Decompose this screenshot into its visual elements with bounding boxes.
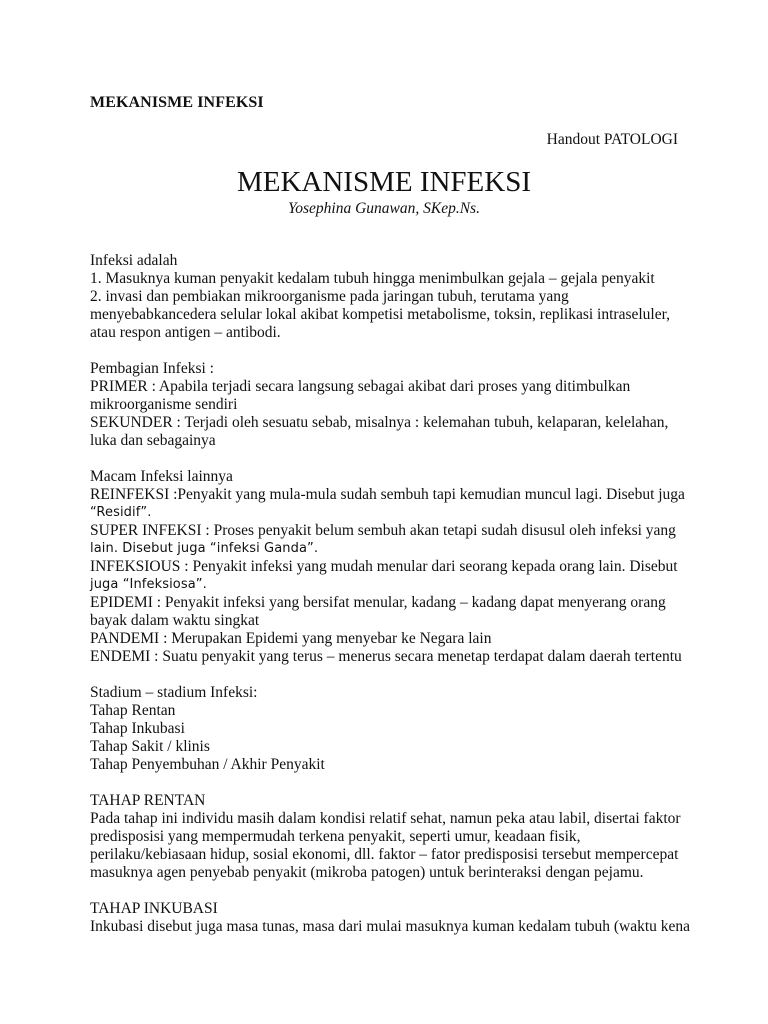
paragraph-line: 2. invasi dan pembiakan mikroorganisme pada jaringan tubuh, terutama yang bbox=[90, 288, 569, 305]
author-name: Yosephina Gunawan, SKep.Ns. bbox=[288, 200, 480, 217]
document-body bbox=[90, 252, 690, 954]
page-title: MEKANISME INFEKSI bbox=[236, 166, 532, 198]
paragraph-line: lain. Disebut juga “infeksi Ganda”. bbox=[90, 541, 319, 556]
paragraph-line: “Residif”. bbox=[90, 505, 152, 520]
section-heading: TAHAP INKUBASI bbox=[90, 900, 218, 917]
paragraph-line: menyebabkancedera selular lokal akibat kompetisi metabolisme, toksin, replikasi intraseluler, bbox=[90, 306, 671, 323]
paragraph-line: luka dan sebagainya bbox=[90, 432, 216, 449]
paragraph-line: REINFEKSI :Penyakit yang mula-mula sudah sembuh tapi kemudian muncul lagi. Disebut juga bbox=[90, 486, 685, 503]
paragraph-line: PANDEMI : Merupakan Epidemi yang menyebar ke Negara lain bbox=[90, 630, 492, 647]
inkubasi-section bbox=[90, 900, 690, 936]
paragraph-line: atau respon antigen – antibodi. bbox=[90, 324, 281, 341]
paragraph-line: SUPER INFEKSI : Proses penyakit belum sembuh akan tetapi sudah disusul oleh infeksi yang bbox=[90, 522, 676, 539]
section-heading: Pembagian Infeksi : bbox=[90, 360, 214, 377]
paragraph-line: SEKUNDER : Terjadi oleh sesuatu sebab, misalnya : kelemahan tubuh, kelaparan, kelelahan, bbox=[90, 414, 669, 431]
paragraph-line: bayak dalam waktu singkat bbox=[90, 612, 260, 629]
paragraph-line: ENDEMI : Suatu penyakit yang terus – menerus secara menetap terdapat dalam daerah tertentu bbox=[90, 648, 682, 665]
handout-label: Handout PATOLOGI bbox=[546, 131, 678, 148]
types-section bbox=[90, 468, 690, 666]
division-section bbox=[90, 360, 690, 450]
paragraph-line: EPIDEMI : Penyakit infeksi yang bersifat menular, kadang – kadang dapat menyerang orang bbox=[90, 594, 666, 611]
section-heading: Stadium – stadium Infeksi: bbox=[90, 684, 258, 701]
list-item: Tahap Sakit / klinis bbox=[90, 738, 210, 755]
document-header-title: MEKANISME INFEKSI bbox=[90, 94, 264, 111]
paragraph-line: predisposisi yang mempermudah terkena penyakit, seperti umur, keadaan fisik, bbox=[90, 828, 581, 845]
paragraph-line: perilaku/kebiasaan hidup, sosial ekonomi, dll. faktor – fator predisposisi tersebut mempercepat bbox=[90, 846, 679, 863]
stages-section bbox=[90, 684, 690, 774]
definition-section bbox=[90, 252, 690, 342]
list-item: Tahap Rentan bbox=[90, 702, 176, 719]
paragraph-line: PRIMER : Apabila terjadi secara langsung sebagai akibat dari proses yang ditimbulkan bbox=[90, 378, 631, 395]
list-item: Tahap Inkubasi bbox=[90, 720, 185, 737]
paragraph-line: INFEKSIOUS : Penyakit infeksi yang mudah menular dari seorang kepada orang lain. Disebut bbox=[90, 558, 678, 575]
paragraph-line: mikroorganisme sendiri bbox=[90, 396, 238, 413]
paragraph-line: Inkubasi disebut juga masa tunas, masa dari mulai masuknya kuman kedalam tubuh (waktu kena bbox=[90, 918, 691, 935]
section-heading: TAHAP RENTAN bbox=[90, 792, 206, 809]
paragraph-line: Pada tahap ini individu masih dalam kondisi relatif sehat, namun peka atau labil, disertai faktor bbox=[90, 810, 681, 827]
paragraph-line: 1. Masuknya kuman penyakit kedalam tubuh hingga menimbulkan gejala – gejala penyakit bbox=[90, 270, 655, 287]
section-heading: Macam Infeksi lainnya bbox=[90, 468, 233, 485]
rentan-section bbox=[90, 792, 690, 882]
list-item: Tahap Penyembuhan / Akhir Penyakit bbox=[90, 756, 325, 773]
paragraph-line: masuknya agen penyebab penyakit (mikroba patogen) untuk berinteraksi dengan pejamu. bbox=[90, 864, 644, 881]
paragraph-line: Infeksi adalah bbox=[90, 252, 178, 269]
paragraph-line: juga “Infeksiosa”. bbox=[90, 577, 207, 592]
